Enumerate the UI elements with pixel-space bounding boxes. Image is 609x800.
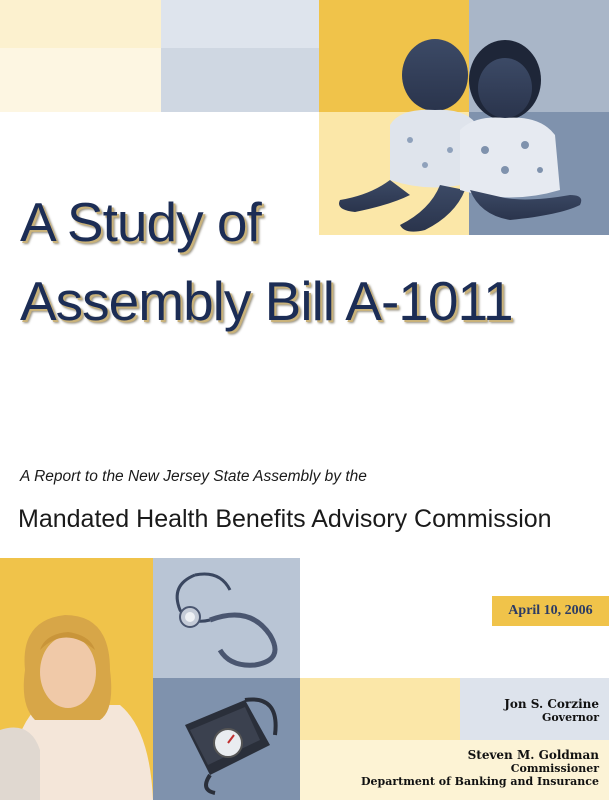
bg-block <box>161 0 319 48</box>
signatory-role: Governor <box>541 711 599 724</box>
stethoscope-icon <box>160 565 295 675</box>
title-line-2: Assembly Bill A-1011 <box>20 270 513 332</box>
bg-block <box>0 0 161 48</box>
woman-photo <box>0 610 153 800</box>
subtitle: A Report to the New Jersey State Assembly by the <box>20 468 367 485</box>
commission-name: Mandated Health Benefits Advisory Commission <box>18 505 552 533</box>
signatory-name: Steven M. Goldman <box>467 748 599 762</box>
children-photo <box>330 30 590 235</box>
signatory-department: Department of Banking and Insurance <box>360 775 599 788</box>
title-line-1: A Study of <box>20 191 261 253</box>
signatory-role: Commissioner <box>510 762 599 775</box>
report-date-badge: April 10, 2006 <box>492 596 609 626</box>
bg-block <box>0 48 161 112</box>
blood-pressure-cuff-icon <box>160 685 295 797</box>
signatory-name: Jon S. Corzine <box>504 697 599 711</box>
signatory-governor <box>504 697 599 724</box>
signatory-commissioner <box>361 748 599 788</box>
bg-block <box>161 48 319 112</box>
